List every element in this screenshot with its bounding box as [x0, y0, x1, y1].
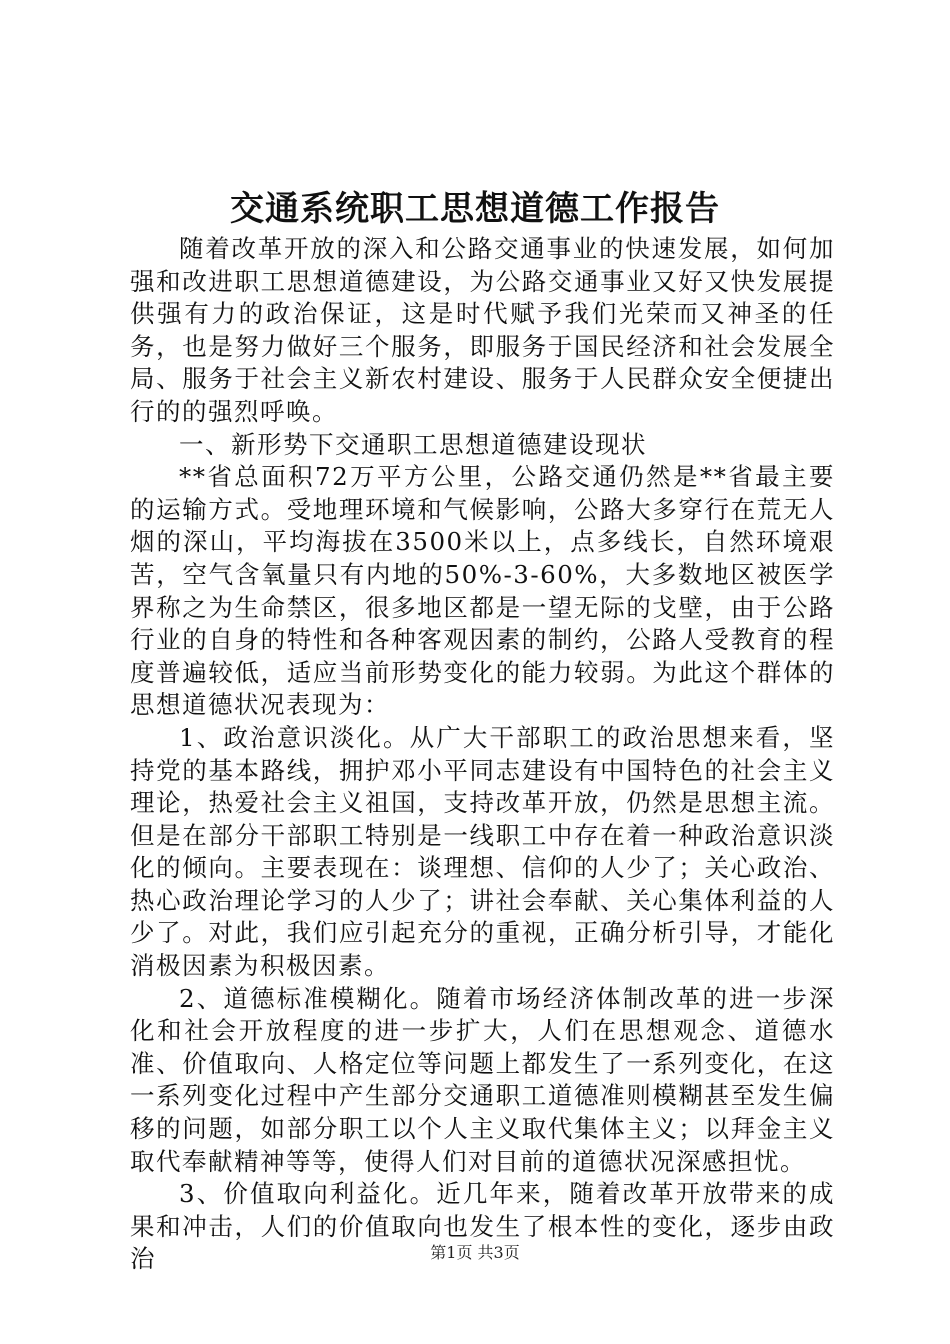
page-number-footer: 第1页 共3页	[430, 1243, 520, 1262]
point-2-paragraph: 2、道德标准模糊化。随着市场经济体制改革的进一步深化和社会开放程度的进一步扩大，人们在思想观念、道德水准、价值取向、人格定位等问题上都发生了一系列变化，在这一系列变化过程中产生部分交通职工道德准则模糊甚至发生偏移的问题，如部分职工以个人主义取代集体主义；以拜金主义取代奉献精神等等，使得人们对目前的道德状况深感担忧。	[130, 983, 835, 1176]
point-1-paragraph: 1、政治意识淡化。从广大干部职工的政治思想来看，坚持党的基本路线，拥护邓小平同志建设有中国特色的社会主义理论，热爱社会主义祖国，支持改革开放，仍然是思想主流。但是在部分干部职工特别是一线职工中存在着一种政治意识淡化的倾向。主要表现在：谈理想、信仰的人少了；关心政治、热心政治理论学习的人少了；讲社会奉献、关心集体利益的人少了。对此，我们应引起充分的重视，正确分析引导，才能化消极因素为积极因素。	[130, 722, 835, 981]
section-heading: 一、新形势下交通职工思想道德建设现状	[179, 429, 647, 459]
document-body	[130, 233, 835, 1276]
status-paragraph: **省总面积72万平方公里，公路交通仍然是**省最主要的运输方式。受地理环境和气候影响，公路大多穿行在荒无人烟的深山，平均海拔在3500米以上，点多线长，自然环境艰苦，空气含氧量只有内地的50%-3-60%，大多数地区被医学界称之为生命禁区，很多地区都是一望无际的戈壁，由于公路行业的自身的特性和各种客观因素的制约，公路人受教育的程度普遍较低，适应当前形势变化的能力较弱。为此这个群体的思想道德状况表现为：	[130, 462, 835, 720]
intro-paragraph: 随着改革开放的深入和公路交通事业的快速发展，如何加强和改进职工思想道德建设，为公路交通事业又好又快发展提供强有力的政治保证，这是时代赋予我们光荣而又神圣的任务，也是努力做好三个服务，即服务于国民经济和社会发展全局、服务于社会主义新农村建设、服务于人民群众安全便捷出行的的强烈呼唤。	[130, 234, 835, 426]
document-title: 交通系统职工思想道德工作报告	[230, 189, 720, 229]
point-3-paragraph: 3、价值取向利益化。近几年来，随着改革开放带来的成果和冲击，人们的价值取向也发生了根本性的变化，逐步由政治	[130, 1179, 835, 1274]
